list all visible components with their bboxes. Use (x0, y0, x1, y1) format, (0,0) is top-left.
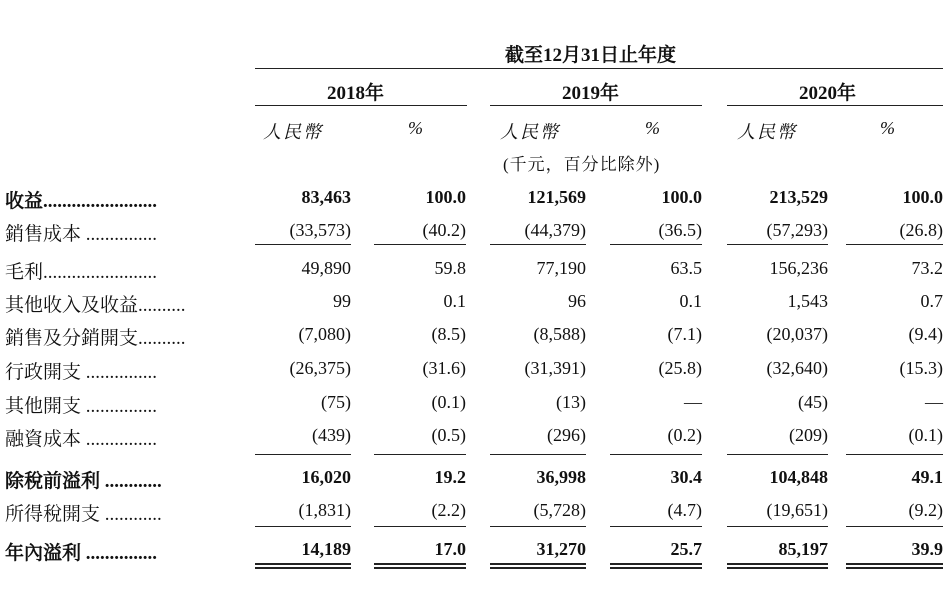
cell-2018-amount: 49,890 (301, 258, 351, 278)
row-label (5, 219, 157, 246)
row-leader-dots: ............... (81, 543, 158, 564)
total-double-rule-2018-pct (374, 563, 466, 569)
subtotal-rule-2019-pct (610, 244, 702, 245)
row-label (5, 424, 157, 451)
cell-2019-amount: (8,588) (533, 324, 586, 344)
row-label (5, 186, 157, 213)
cell-2018-pct: 17.0 (434, 539, 466, 559)
pretax-rule-2020-amount (727, 454, 828, 455)
pretax-rule-2020-pct (846, 454, 943, 455)
row-leader-dots: .......... (138, 328, 186, 349)
cell-2020-amount: 213,529 (769, 187, 828, 207)
row-label (5, 499, 162, 526)
cell-2020-pct: — (925, 392, 943, 412)
subtotal-rule-2020-pct (846, 244, 943, 245)
cell-2018-pct: 19.2 (434, 467, 466, 487)
cell-2020-amount: 156,236 (769, 258, 828, 278)
total-double-rule-2020-pct (846, 563, 943, 569)
currency-header-2018: 人民幣 (263, 122, 323, 142)
cell-2020-pct: 100.0 (902, 187, 943, 207)
year-2018-underline (255, 105, 467, 106)
row-label-text: 毛利 (5, 262, 44, 283)
total-double-rule-2019-amount (490, 563, 586, 569)
pretax-rule-2018-amount (255, 454, 351, 455)
cell-2019-amount: (5,728) (533, 500, 586, 520)
currency-header-2019: 人民幣 (500, 122, 560, 142)
year-2018-heading: 2018年 (327, 83, 385, 104)
row-leader-dots: ............... (81, 224, 158, 245)
cell-2019-amount: 36,998 (536, 467, 586, 487)
cell-2019-pct: (25.8) (658, 358, 702, 378)
row-label-text: 除稅前溢利 (5, 471, 101, 492)
row-leader-dots: ............... (81, 429, 158, 450)
currency-header-2020: 人民幣 (737, 122, 797, 142)
cell-2019-pct: — (684, 392, 702, 412)
cell-2019-amount: (13) (556, 392, 586, 412)
cell-2019-amount: 96 (568, 291, 586, 311)
cell-2020-pct: 0.7 (920, 291, 943, 311)
cell-2018-pct: (0.1) (431, 392, 466, 412)
cell-2018-pct: (0.5) (431, 425, 466, 445)
row-leader-dots: ........................ (43, 191, 158, 212)
cell-2018-amount: 16,020 (301, 467, 351, 487)
subtotal-rule-2019-amount (490, 244, 586, 245)
cell-2018-amount: 14,189 (301, 539, 351, 559)
tax-rule-2020-pct (846, 526, 943, 527)
row-label (5, 391, 157, 418)
cell-2020-amount: (57,293) (766, 220, 828, 240)
subtotal-rule-2018-amount (255, 244, 351, 245)
cell-2018-amount: (33,573) (289, 220, 351, 240)
subtotal-rule-2018-pct (374, 244, 466, 245)
cell-2020-amount: (32,640) (766, 358, 828, 378)
cell-2018-amount: (7,080) (298, 324, 351, 344)
row-label (5, 357, 157, 384)
tax-rule-2018-pct (374, 526, 466, 527)
row-label-text: 行政開支 (5, 362, 82, 383)
pretax-rule-2019-pct (610, 454, 702, 455)
unit-note: (千元，百分比除外) (503, 155, 661, 174)
cell-2018-amount: (75) (321, 392, 351, 412)
row-label-text: 收益 (5, 191, 44, 212)
cell-2020-amount: (45) (798, 392, 828, 412)
row-label (5, 257, 157, 284)
period-heading: 截至12月31日止年度 (505, 45, 677, 66)
row-label-text: 其他開支 (5, 396, 82, 417)
cell-2018-pct: (31.6) (422, 358, 466, 378)
cell-2019-pct: (36.5) (658, 220, 702, 240)
tax-rule-2018-amount (255, 526, 351, 527)
cell-2020-pct: (9.2) (908, 500, 943, 520)
cell-2019-amount: (296) (547, 425, 586, 445)
cell-2018-amount: 99 (333, 291, 351, 311)
cell-2020-amount: 1,543 (787, 291, 828, 311)
cell-2019-pct: (4.7) (667, 500, 702, 520)
cell-2020-pct: 39.9 (911, 539, 943, 559)
total-double-rule-2020-amount (727, 563, 828, 569)
cell-2019-pct: 25.7 (670, 539, 702, 559)
cell-2020-pct: 73.2 (911, 258, 943, 278)
cell-2020-pct: 49.1 (911, 467, 943, 487)
cell-2018-pct: 100.0 (425, 187, 466, 207)
cell-2019-pct: 100.0 (661, 187, 702, 207)
row-label-text: 銷售成本 (5, 224, 82, 245)
total-double-rule-2019-pct (610, 563, 702, 569)
pct-header-2018: % (408, 118, 425, 138)
tax-rule-2019-pct (610, 526, 702, 527)
tax-rule-2019-amount (490, 526, 586, 527)
cell-2019-pct: 0.1 (679, 291, 702, 311)
cell-2019-amount: 121,569 (527, 187, 586, 207)
cell-2019-amount: (31,391) (524, 358, 586, 378)
cell-2019-amount: 31,270 (536, 539, 586, 559)
pct-header-2019: % (645, 118, 662, 138)
row-label-text: 融資成本 (5, 429, 82, 450)
cell-2020-amount: (20,037) (766, 324, 828, 344)
cell-2020-amount: 85,197 (778, 539, 828, 559)
row-label-text: 銷售及分銷開支 (5, 328, 139, 349)
tax-rule-2020-amount (727, 526, 828, 527)
cell-2018-pct: 59.8 (434, 258, 466, 278)
row-label (5, 538, 157, 565)
cell-2020-amount: (19,651) (766, 500, 828, 520)
cell-2019-amount: 77,190 (536, 258, 586, 278)
cell-2019-pct: 30.4 (670, 467, 702, 487)
row-label (5, 290, 186, 317)
year-2019-heading: 2019年 (562, 83, 620, 104)
row-leader-dots: ............... (81, 362, 158, 383)
cell-2019-pct: (0.2) (667, 425, 702, 445)
row-leader-dots: .......... (138, 295, 186, 316)
year-2020-heading: 2020年 (799, 83, 857, 104)
cell-2018-amount: 83,463 (301, 187, 351, 207)
cell-2018-amount: (26,375) (289, 358, 351, 378)
cell-2020-pct: (0.1) (908, 425, 943, 445)
cell-2018-pct: 0.1 (443, 291, 466, 311)
row-label (5, 323, 186, 350)
cell-2018-pct: (8.5) (431, 324, 466, 344)
cell-2018-amount: (439) (312, 425, 351, 445)
row-leader-dots: ............ (100, 471, 162, 492)
row-label-text: 其他收入及收益 (5, 295, 139, 316)
row-label-text: 所得稅開支 (5, 504, 101, 525)
cell-2020-amount: (209) (789, 425, 828, 445)
year-2019-underline (490, 105, 702, 106)
row-leader-dots: ............... (81, 396, 158, 417)
row-label-text: 年內溢利 (5, 543, 82, 564)
pct-header-2020: % (880, 118, 897, 138)
cell-2019-pct: (7.1) (667, 324, 702, 344)
cell-2020-pct: (26.8) (899, 220, 943, 240)
row-label (5, 466, 162, 493)
pretax-rule-2018-pct (374, 454, 466, 455)
cell-2019-pct: 63.5 (670, 258, 702, 278)
period-underline (255, 68, 943, 69)
cell-2018-amount: (1,831) (298, 500, 351, 520)
cell-2018-pct: (40.2) (422, 220, 466, 240)
cell-2018-pct: (2.2) (431, 500, 466, 520)
cell-2020-pct: (9.4) (908, 324, 943, 344)
cell-2020-pct: (15.3) (899, 358, 943, 378)
subtotal-rule-2020-amount (727, 244, 828, 245)
pretax-rule-2019-amount (490, 454, 586, 455)
year-2020-underline (727, 105, 943, 106)
row-leader-dots: ........................ (43, 262, 158, 283)
cell-2020-amount: 104,848 (769, 467, 828, 487)
row-leader-dots: ............ (100, 504, 162, 525)
cell-2019-amount: (44,379) (524, 220, 586, 240)
total-double-rule-2018-amount (255, 563, 351, 569)
